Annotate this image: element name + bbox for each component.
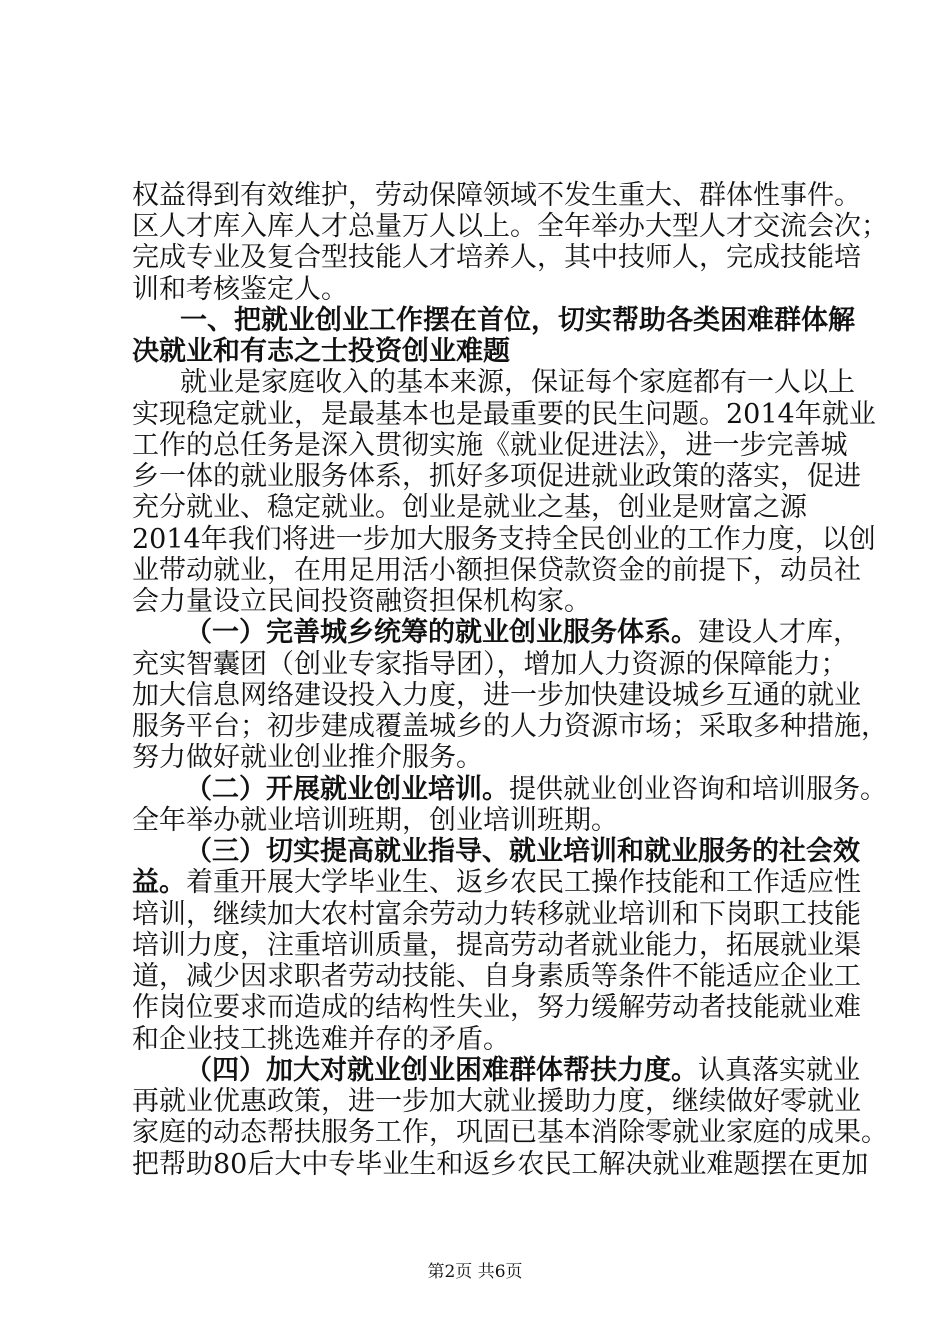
section-heading: 一、把就业创业工作摆在首位，切实帮助各类困难群体解 — [180, 305, 855, 336]
text-line: 益。着重开展大学毕业生、返乡农民工操作技能和工作适应性 — [132, 867, 861, 898]
subsection-heading: （二）开展就业创业培训。 — [185, 774, 509, 805]
text-line: 区人才库入库人才总量万人以上。全年举办大型人才交流会次； — [132, 211, 888, 242]
text-line: 训和考核鉴定人。 — [132, 274, 348, 305]
text-line: 全年举办就业培训班期，创业培训班期。 — [132, 805, 618, 836]
text-line: 把帮助80后大中专毕业生和返乡农民工解决就业难题摆在更加 — [132, 1149, 869, 1180]
text-line: 工作的总任务是深入贯彻实施《就业促进法》，进一步完善城 — [132, 430, 848, 461]
text-line: （四）加大对就业创业困难群体帮扶力度。认真落实就业 — [185, 1055, 860, 1086]
text-line: 努力做好就业创业推介服务。 — [132, 742, 483, 773]
text-line: 培训力度，注重培训质量，提高劳动者就业能力，拓展就业渠 — [132, 930, 861, 961]
text-line: 再就业优惠政策，进一步加大就业援助力度，继续做好零就业 — [132, 1086, 861, 1117]
text-line: 服务平台；初步建成覆盖城乡的人力资源市场；采取多种措施， — [132, 711, 888, 742]
text-line: 业带动就业，在用足用活小额担保贷款资金的前提下，动员社 — [132, 555, 861, 586]
page-number: 第2页 共6页 — [427, 1262, 523, 1282]
text-line: 道，减少因求职者劳动技能、自身素质等条件不能适应企业工 — [132, 961, 861, 992]
text-line: 实现稳定就业，是最基本也是最重要的民生问题。2014年就业 — [132, 399, 876, 430]
text-line: 2014年我们将进一步加大服务支持全民创业的工作力度，以创 — [132, 524, 876, 555]
subsection-heading: （四）加大对就业创业困难群体帮扶力度。 — [185, 1055, 698, 1086]
page-footer — [0, 1262, 950, 1282]
text-line: 乡一体的就业服务体系，抓好多项促进就业政策的落实，促进 — [132, 461, 861, 492]
text-line: 完成专业及复合型技能人才培养人，其中技师人，完成技能培 — [132, 242, 861, 273]
text-line: 充实智囊团（创业专家指导团），增加人力资源的保障能力； — [132, 649, 848, 680]
text-line: （二）开展就业创业培训。提供就业创业咨询和培训服务。 — [185, 774, 887, 805]
subsection-heading: （一）完善城乡统筹的就业创业服务体系。 — [185, 617, 698, 648]
section-heading: 决就业和有志之士投资创业难题 — [132, 336, 510, 367]
subsection-heading: 益。 — [132, 867, 186, 898]
text-line: 培训，继续加大农村富余劳动力转移就业培训和下岗职工技能 — [132, 899, 861, 930]
text-line: 加大信息网络建设投入力度，进一步加快建设城乡互通的就业 — [132, 680, 861, 711]
text-line: 家庭的动态帮扶服务工作，巩固已基本消除零就业家庭的成果。 — [132, 1117, 888, 1148]
text-line: 权益得到有效维护，劳动保障领域不发生重大、群体性事件。 — [132, 180, 861, 211]
text-line: 会力量设立民间投资融资担保机构家。 — [132, 586, 591, 617]
text-line: 充分就业、稳定就业。创业是就业之基，创业是财富之源 — [132, 492, 807, 523]
text-line: 和企业技工挑选难并存的矛盾。 — [132, 1024, 510, 1055]
text-line: 作岗位要求而造成的结构性失业，努力缓解劳动者技能就业难 — [132, 992, 861, 1023]
text-line: 就业是家庭收入的基本来源，保证每个家庭都有一人以上 — [180, 367, 855, 398]
text-line: （一）完善城乡统筹的就业创业服务体系。建设人才库， — [185, 617, 860, 648]
subsection-heading: （三）切实提高就业指导、就业培训和就业服务的社会效 — [185, 836, 860, 867]
